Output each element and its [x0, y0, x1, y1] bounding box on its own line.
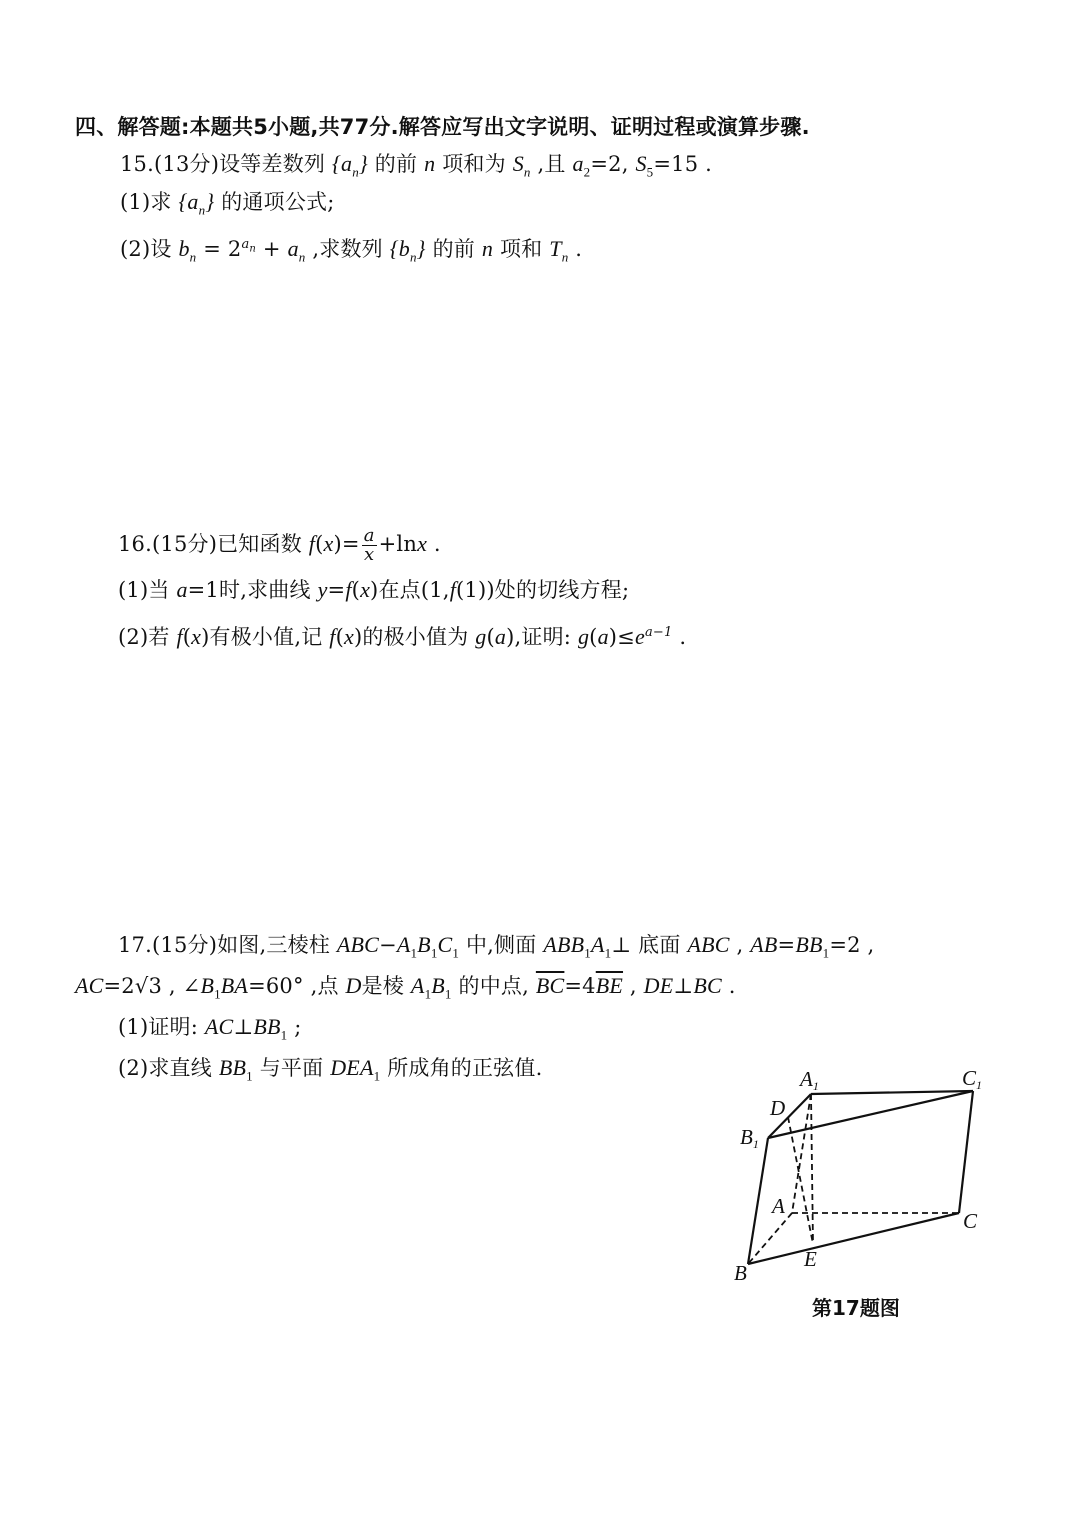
text: 的前 — [432, 237, 475, 261]
part-label: (2)若 — [118, 625, 170, 649]
text: ,点 — [310, 974, 339, 998]
text: 中,侧面 — [465, 933, 537, 957]
label-c1: C1 — [962, 1066, 983, 1092]
text: 是棱 — [361, 974, 405, 998]
text: 项和为 — [442, 152, 506, 176]
part-label: (1)证明: — [118, 1015, 199, 1039]
text: 有极小值,记 — [209, 625, 323, 649]
edge-a1c1 — [811, 1091, 973, 1094]
part-label: (1)求 — [120, 190, 172, 214]
text: 在点 — [378, 578, 421, 602]
part-label: (2)求直线 — [118, 1056, 212, 1080]
problem-15-stem: 15.(13分)设等差数列 $\{a_n\}$ 的前 n 项和为 $S_n$ ,且 $a_2=2$, $S_5=15$ . — [120, 151, 713, 180]
text: ,求数列 — [312, 237, 383, 261]
label-e: E — [804, 1247, 817, 1271]
edge-bc — [748, 1213, 959, 1264]
label-c: C — [963, 1209, 978, 1233]
problem-15-intro: 15.(13分)设等差数列 — [120, 152, 326, 176]
problem-17-part-1: (1)证明: $AC\perp BB_1$ ; — [118, 1014, 302, 1043]
problem-15-part-1: (1)求 $\{a_n\}$ 的通项公式; — [120, 189, 335, 218]
label-a1: A1 — [800, 1067, 819, 1093]
problem-16-stem: 16.(15分)已知函数 f(x)= $\frac{a}{x}$ +lnx . — [118, 525, 441, 565]
label-b1: B1 — [740, 1125, 759, 1151]
text: 处的切线方程; — [494, 578, 630, 602]
part-label: (2)设 — [120, 237, 172, 261]
text: 与平面 — [259, 1056, 324, 1080]
text: 的前 — [374, 152, 418, 176]
problem-16-part-2: (2)若 f(x)有极小值,记 f(x)的极小值为 g(a),证明: $g(a)\le e^{a-1}$ . — [118, 624, 687, 649]
text: 所成角的正弦值. — [387, 1056, 543, 1080]
problem-17-stem-line-1: 17.(15分)如图,三棱柱 $ABC-A_1B_1C_1$ 中,侧面 $ABB_1A_1\perp$ 底面 ABC , $AB=BB_1=2$ , — [118, 932, 875, 961]
text: ,且 — [537, 152, 566, 176]
edge-c1c — [959, 1091, 973, 1213]
problem-15-part-2: (2)设 $b_n = 2^{a_n} + a_n$ ,求数列 $\{b_n\}$ 的前 n 项和 $T_n$ . — [120, 236, 583, 265]
part-label: (1)当 — [118, 578, 170, 602]
edge-b1c1 — [768, 1091, 973, 1138]
text: 的通项公式; — [221, 190, 335, 214]
problem-17-part-2: (2)求直线 $BB_1$ 与平面 $DEA_1$ 所成角的正弦值. — [118, 1055, 543, 1084]
problem-16-intro: 16.(15分)已知函数 — [118, 532, 302, 556]
edge-de-dashed — [788, 1117, 813, 1244]
label-b: B — [734, 1261, 747, 1285]
problem-16-part-1: (1)当 a=1时,求曲线 y=f(x)在点(1,f(1))处的切线方程; — [118, 577, 630, 602]
text: 的中点, — [458, 974, 529, 998]
section-heading: 四、解答题:本题共5小题,共77分.解答应写出文字说明、证明过程或演算步骤. — [75, 115, 810, 139]
edge-a1e-dashed — [811, 1094, 813, 1244]
text: 时,求曲线 — [219, 578, 311, 602]
text: ,证明: — [514, 625, 572, 649]
text: 的极小值为 — [362, 625, 469, 649]
fraction: $\frac{a}{x}$ — [363, 525, 375, 565]
label-d: D — [770, 1096, 786, 1120]
text: 项和 — [499, 237, 543, 261]
text: 底面 — [638, 933, 681, 957]
figure-caption: 第17题图 — [812, 1296, 900, 1320]
prism-figure — [700, 1050, 1020, 1290]
problem-17-intro: 17.(15分)如图,三棱柱 — [118, 933, 330, 957]
label-a: A — [772, 1194, 785, 1218]
problem-17-stem-line-2: AC=2√3 , $\angle B_1BA=60^\circ$ ,点 D是棱 $A_1B_1$ 的中点, $\overline{BC}=4\overline{BE}$ , DE⊥BC . — [75, 973, 736, 1002]
